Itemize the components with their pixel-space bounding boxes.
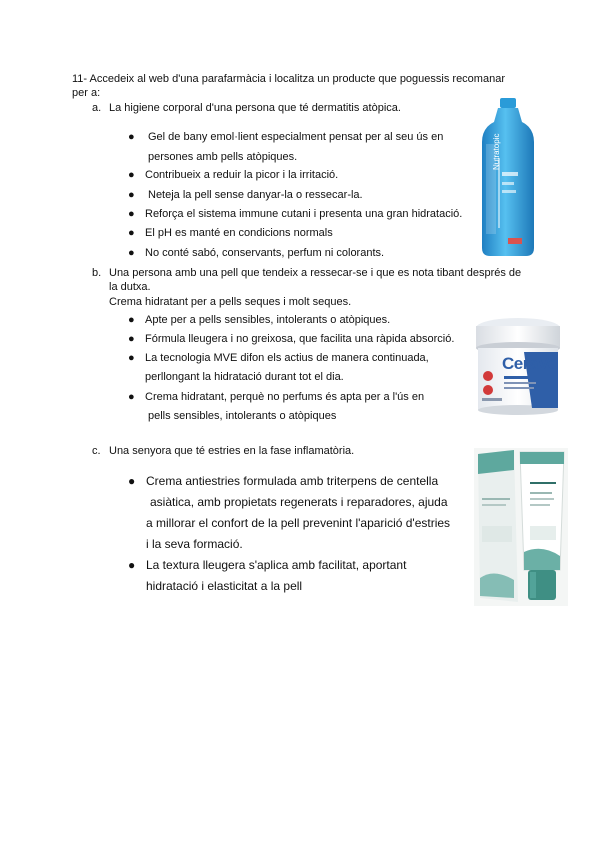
bullet-dot: ●	[128, 131, 135, 143]
section-a-bullet-1-line-1: Gel de bany emol·lient especialment pensat per al seu ús en	[148, 131, 444, 143]
section-c-bullet-1-line-4: i la seva formació.	[146, 537, 243, 551]
blue-bottle-icon	[478, 98, 538, 258]
bullet-dot: ●	[128, 352, 135, 364]
tube-box-icon	[474, 448, 568, 606]
section-c-bullet-1-line-3: a millorar el confort de la pell prevenint l'aparició d'estries	[146, 516, 451, 530]
section-b-title-line-1: Una persona amb una pell que tendeix a ressecar-se i que es nota tibant després de	[109, 267, 522, 279]
section-b-bullet-3-line-2: perllongant la hidratació durant tot el dia.	[145, 371, 344, 383]
bullet-dot: ●	[128, 208, 135, 220]
section-b-bullet-4-line-1: Crema hidratant, perquè no perfums és apta per a l'ús en	[145, 391, 425, 403]
section-a-title: La higiene corporal d'una persona que té dermatitis atòpica.	[109, 102, 401, 114]
product-image-a	[478, 98, 538, 258]
section-b-title-line-2: la dutxa.	[109, 281, 151, 293]
intro-line-1: 11- Accedeix al web d'una parafarmàcia i localitza un producte que poguessis recomanar	[72, 73, 505, 85]
section-c-bullet-1-line-1: Crema antiestries formulada amb triterpens de centella	[146, 474, 439, 488]
section-b-bullet-4-line-2: pells sensibles, intolerants o atòpiques	[148, 410, 337, 422]
section-c-bullet-2-line-1: La textura lleugera s'aplica amb facilitat, aportant	[146, 558, 407, 572]
bullet-dot: ●	[128, 474, 136, 488]
section-c-bullet-2-line-2: hidratació i elasticitat a la pell	[146, 579, 303, 593]
section-b-bullet-3-line-1: La tecnologia MVE difon els actius de manera continuada,	[145, 352, 429, 364]
intro-line-2: per a:	[72, 87, 101, 99]
section-a-marker: a.	[92, 102, 102, 114]
section-c-bullet-1-line-2: asiàtica, amb propietats regenerats i reparadores, ajuda	[150, 495, 448, 509]
bottle-brand-label: Nutratopic	[492, 133, 501, 170]
bullet-dot: ●	[128, 189, 135, 201]
bullet-dot: ●	[128, 247, 135, 259]
section-a-bullet-1-line-2: persones amb pells atòpiques.	[148, 151, 298, 163]
section-b-marker: b.	[92, 267, 102, 279]
product-image-b	[474, 316, 562, 416]
bullet-dot: ●	[128, 169, 135, 181]
cerave-brand-label: CeraVe	[502, 354, 557, 373]
section-a-bullet-6: No conté sabó, conservants, perfum ni colorants.	[145, 247, 385, 259]
section-b-bullet-2: Fórmula lleugera i no greixosa, que facilita una ràpida absorció.	[145, 333, 455, 345]
section-a-bullet-5: El pH es manté en condicions normals	[145, 227, 333, 239]
bullet-dot: ●	[128, 558, 136, 572]
section-a-bullet-2: Contribueix a reduir la picor i la irritació.	[145, 169, 339, 181]
bullet-dot: ●	[128, 391, 135, 403]
section-c-title: Una senyora que té estries en la fase inflamatòria.	[109, 445, 355, 457]
section-b-bullet-1: Apte per a pells sensibles, intolerants o atòpiques.	[145, 314, 391, 326]
product-image-c	[474, 448, 568, 606]
section-a-bullet-3: Neteja la pell sense danyar-la o ressecar-la.	[148, 189, 363, 201]
bullet-dot: ●	[128, 333, 135, 345]
section-b-product-name: Crema hidratant per a pells seques i molt seques.	[109, 296, 352, 308]
bullet-dot: ●	[128, 227, 135, 239]
section-a-bullet-4: Reforça el sistema immune cutani i presenta una gran hidratació.	[145, 208, 463, 220]
bullet-dot: ●	[128, 314, 135, 326]
section-c-marker: c.	[92, 445, 101, 457]
